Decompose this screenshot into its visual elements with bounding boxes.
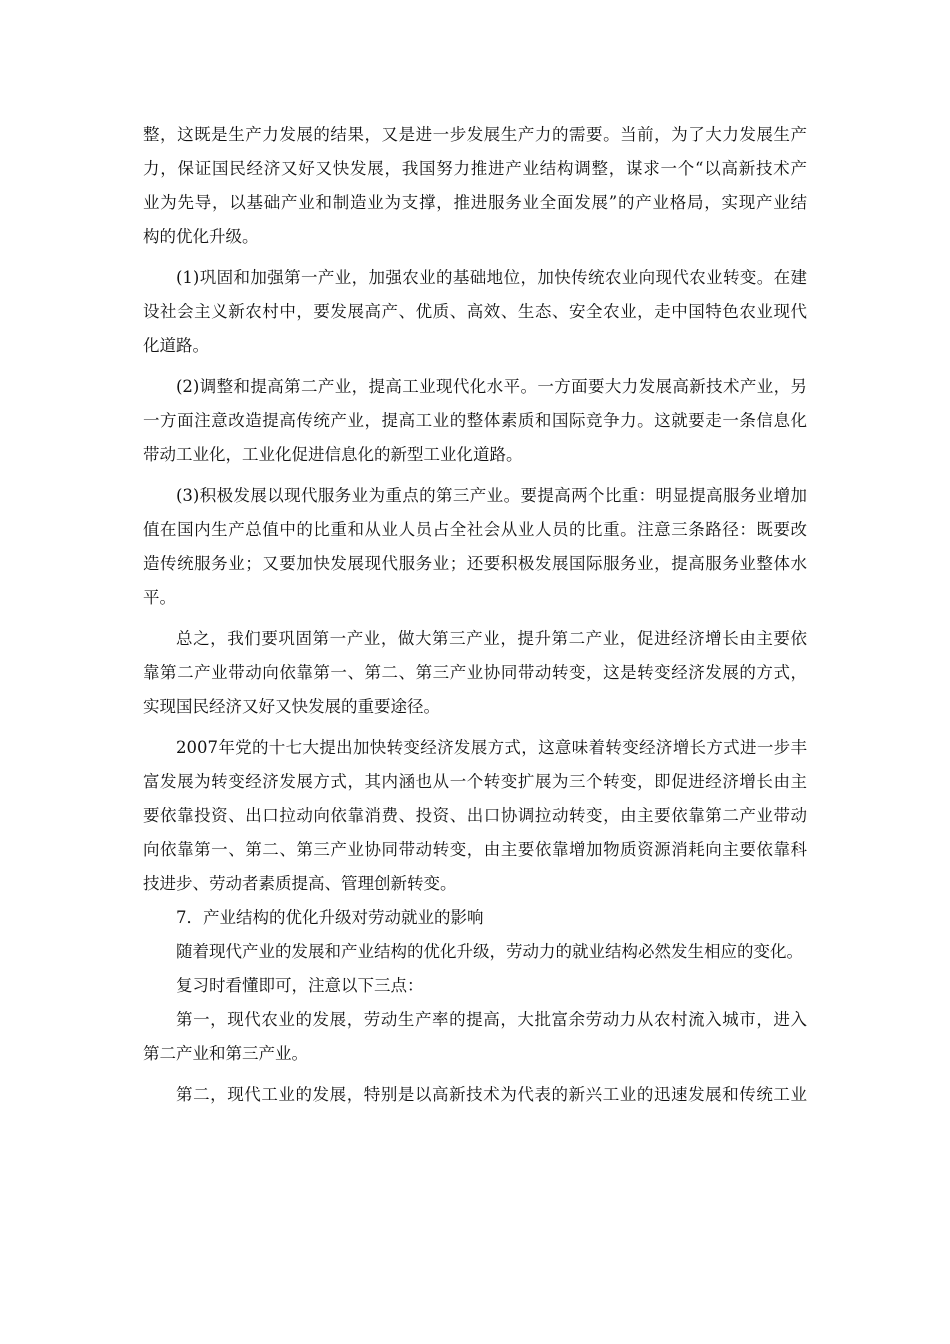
text-line: 靠第二产业带动向依靠第一、第二、第三产业协同带动转变，这是转变经济发展的方式，: [143, 663, 807, 682]
text-line: 设社会主义新农村中，要发展高产、优质、高效、生态、安全农业，走中国特色农业现代: [143, 302, 807, 321]
text-line: 复习时看懂即可，注意以下三点：: [176, 976, 424, 995]
paragraph-item-2: [143, 370, 807, 472]
text-line: 业为先导，以基础产业和制造业为支撑，推进服务业全面发展”的产业格局，实现产业结: [143, 193, 807, 212]
text-line: 第一，现代农业的发展，劳动生产率的提高，大批富余劳动力从农村流入城市，进入: [176, 1010, 807, 1029]
text-line: 造传统服务业；又要加快发展现代服务业；还要积极发展国际服务业，提高服务业整体水: [143, 554, 807, 573]
text-line: 带动工业化，工业化促进信息化的新型工业化道路。: [143, 445, 523, 464]
text-line: (1)巩固和加强第一产业，加强农业的基础地位，加快传统农业向现代农业转变。在建: [176, 268, 807, 287]
text-line: 随着现代产业的发展和产业结构的优化升级，劳动力的就业结构必然发生相应的变化。: [176, 942, 803, 961]
text-line: 第二产业和第三产业。: [143, 1044, 308, 1063]
text-line: 一方面注意改造提高传统产业，提高工业的整体素质和国际竞争力。这就要走一条信息化: [143, 411, 807, 430]
paragraph-intro: [143, 118, 807, 254]
document-page: [143, 118, 807, 1112]
text-line: 平。: [143, 588, 176, 607]
text-line: 值在国内生产总值中的比重和从业人员占全社会从业人员的比重。注意三条路径：既要改: [143, 520, 807, 539]
text-line: 技进步、劳动者素质提高、管理创新转变。: [143, 874, 457, 893]
paragraph-seventeenth-congress: [143, 731, 807, 901]
text-line: 力，保证国民经济又好又快发展，我国努力推进产业结构调整，谋求一个“以高新技术产: [143, 159, 807, 178]
paragraph-item-1: [143, 261, 807, 363]
text-line: 整，这既是生产力发展的结果，又是进一步发展生产力的需要。当前，为了大力发展生产: [143, 125, 807, 144]
text-line: 要依靠投资、出口拉动向依靠消费、投资、出口协调拉动转变，由主要依靠第二产业带动: [143, 806, 807, 825]
text-line: (3)积极发展以现代服务业为重点的第三产业。要提高两个比重：明显提高服务业增加: [176, 486, 807, 505]
text-line: 构的优化升级。: [143, 227, 259, 246]
paragraph-point-second: [143, 1078, 807, 1112]
text-line: 实现国民经济又好又快发展的重要途径。: [143, 697, 440, 716]
text-line: (2)调整和提高第二产业，提高工业现代化水平。一方面要大力发展高新技术产业，另: [176, 377, 807, 396]
text-line: 第二，现代工业的发展，特别是以高新技术为代表的新兴工业的迅速发展和传统工业: [176, 1085, 807, 1104]
text-line: 2007年党的十七大提出加快转变经济发展方式，这意味着转变经济增长方式进一步丰: [176, 738, 807, 757]
section-heading: 7．产业结构的优化升级对劳动就业的影响: [176, 908, 484, 927]
paragraph-summary: [143, 622, 807, 724]
paragraph-point-first: [143, 1003, 807, 1071]
text-line: 向依靠第一、第二、第三产业协同带动转变，由主要依靠增加物质资源消耗向主要依靠科: [143, 840, 807, 859]
text-line: 化道路。: [143, 336, 209, 355]
paragraph-item-3: [143, 479, 807, 615]
text-line: 总之，我们要巩固第一产业，做大第三产业，提升第二产业，促进经济增长由主要依: [176, 629, 807, 648]
text-line: 富发展为转变经济发展方式，其内涵也从一个转变扩展为三个转变，即促进经济增长由主: [143, 772, 807, 791]
